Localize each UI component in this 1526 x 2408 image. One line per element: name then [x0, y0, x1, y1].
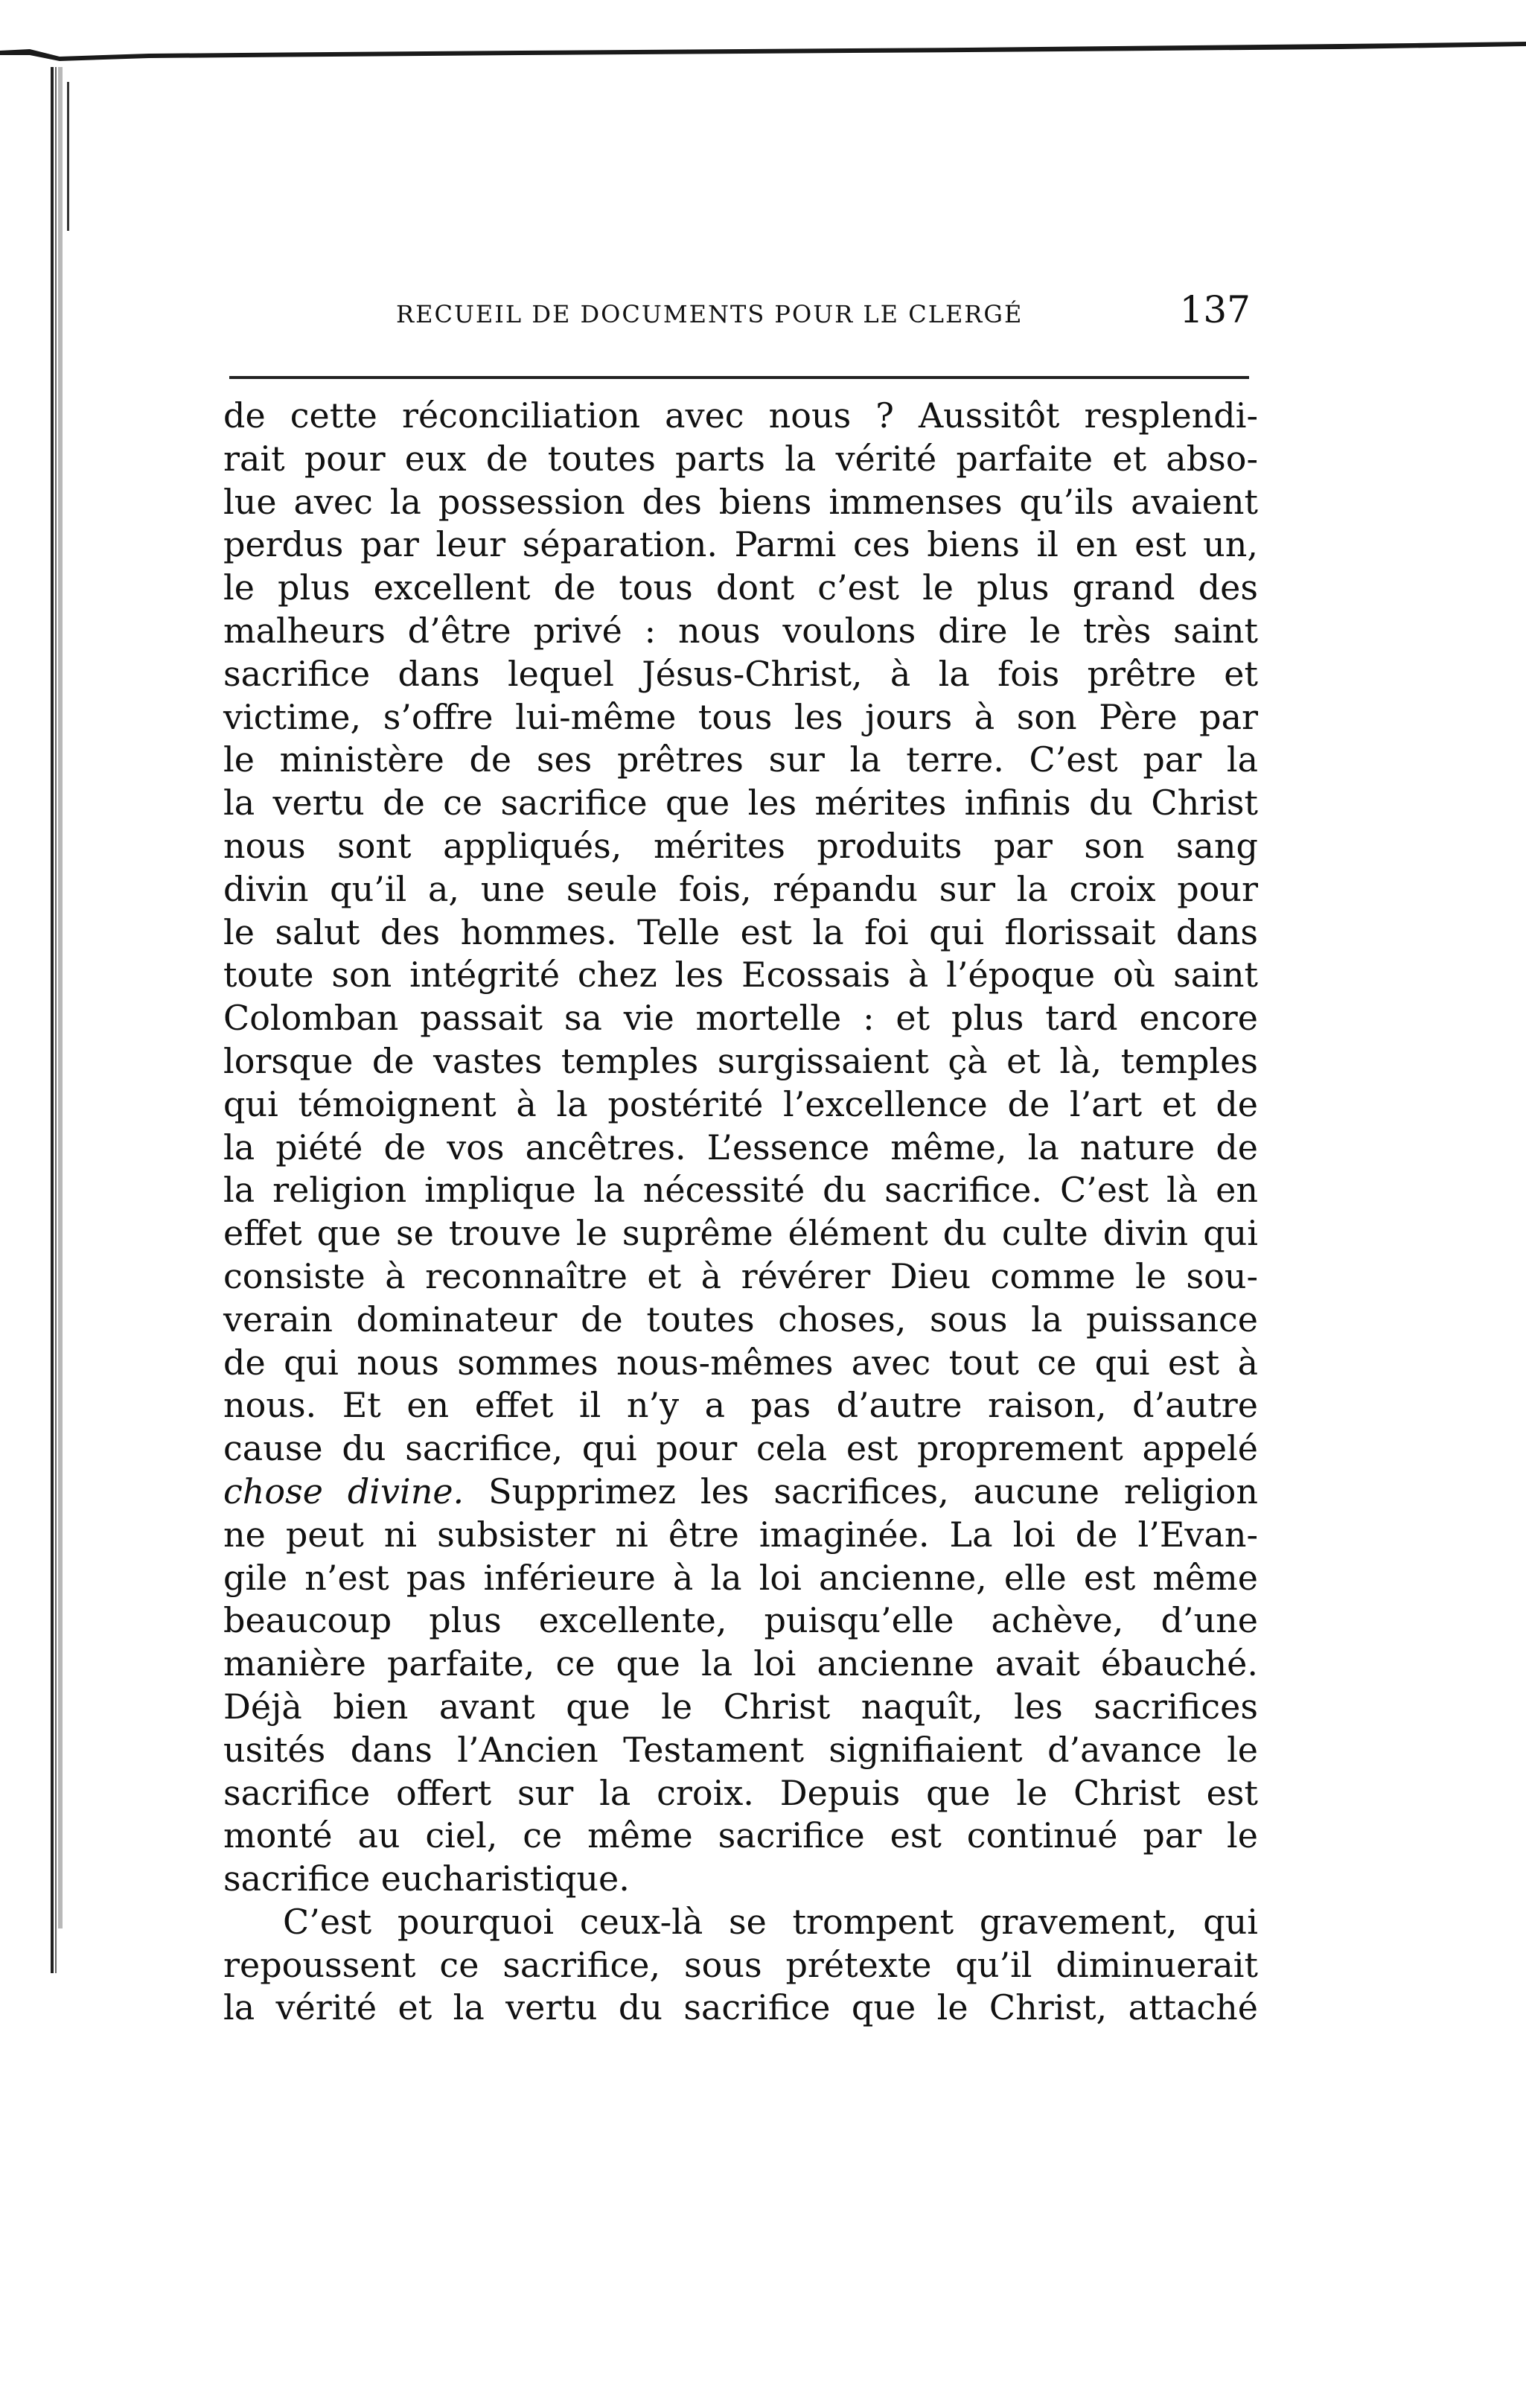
- text-line: victime, s’offre lui-même tous les jours à son Père par: [223, 696, 1258, 737]
- text-line: manière parfaite, ce que la loi ancienne avait ébauché.: [223, 1643, 1258, 1684]
- italic-phrase: chose divine.: [223, 1471, 464, 1512]
- text-line: lorsque de vastes temples surgissaient çà et là, temples: [223, 1040, 1258, 1081]
- text-line: gile n’est pas inférieure à la loi ancienne, elle est même: [223, 1557, 1258, 1598]
- text-line: repoussent ce sacrifice, sous prétexte qu’il diminuerait: [223, 1944, 1258, 1985]
- text-line: le ministère de ses prêtres sur la terre. C’est par la: [223, 739, 1258, 780]
- text-line: nous. Et en effet il n’y a pas d’autre raison, d’autre: [223, 1385, 1258, 1426]
- text-line: qui témoignent à la postérité l’excellence de l’art et de: [223, 1083, 1258, 1124]
- text-line-continuation: Supprimez les sacrifices, aucune religion: [464, 1471, 1258, 1512]
- text-line: consiste à reconnaître et à révérer Dieu comme le sou-: [223, 1255, 1258, 1296]
- text-line: toute son intégrité chez les Ecossais à l’époque où saint: [223, 955, 1258, 996]
- text-line: lue avec la possession des biens immenses qu’ils avaient: [223, 481, 1258, 522]
- text-line: cause du sacrifice, qui pour cela est proprement appelé: [223, 1428, 1258, 1469]
- text-line: la piété de vos ancêtres. L’essence même, la nature de: [223, 1127, 1258, 1168]
- text-line: Déjà bien avant que le Christ naquît, les sacrifices: [223, 1686, 1258, 1727]
- text-line: perdus par leur séparation. Parmi ces biens il en est un,: [223, 524, 1258, 565]
- running-head: [223, 287, 1251, 339]
- page-number: 137: [1179, 288, 1251, 331]
- paragraph-start-line: C’est pourquoi ceux-là se trompent gravement, qui: [283, 1901, 1258, 1942]
- text-line: ne peut ni subsister ni être imaginée. La loi de l’Evan-: [223, 1514, 1258, 1555]
- text-line: malheurs d’être privé : nous voulons dire le très saint: [223, 610, 1258, 651]
- scan-top-edge: [0, 42, 1526, 71]
- header-rule: [229, 376, 1249, 379]
- text-line: rait pour eux de toutes parts la vérité parfaite et abso-: [223, 438, 1258, 479]
- text-line: verain dominateur de toutes choses, sous la puissance: [223, 1299, 1258, 1340]
- text-line: usités dans l’Ancien Testament signifiaient d’avance le: [223, 1729, 1258, 1770]
- text-line: nous sont appliqués, mérites produits par son sang: [223, 825, 1258, 866]
- text-line: la religion implique la nécessité du sacrifice. C’est là en: [223, 1170, 1258, 1211]
- body-text: [223, 395, 1258, 2030]
- text-line: monté au ciel, ce même sacrifice est continué par le: [223, 1815, 1258, 1856]
- text-line: Colomban passait sa vie mortelle : et plus tard encore: [223, 998, 1258, 1039]
- text-line: divin qu’il a, une seule fois, répandu sur la croix pour: [223, 868, 1258, 909]
- text-line: effet que se trouve le suprême élément du culte divin qui: [223, 1213, 1258, 1254]
- scan-binding-edge: [45, 67, 83, 1973]
- text-line: la vérité et la vertu du sacrifice que le Christ, attaché: [223, 1987, 1258, 2028]
- text-line: beaucoup plus excellente, puisqu’elle achève, d’une: [223, 1600, 1258, 1641]
- text-line: de qui nous sommes nous-mêmes avec tout ce qui est à: [223, 1342, 1258, 1383]
- running-title: RECUEIL DE DOCUMENTS POUR LE CLERGÉ: [396, 300, 1024, 328]
- text-line: le plus excellent de tous dont c’est le plus grand des: [223, 567, 1258, 608]
- paragraph-end-line: sacrifice eucharistique.: [223, 1858, 630, 1899]
- text-line: sacrifice offert sur la croix. Depuis que le Christ est: [223, 1772, 1258, 1813]
- text-line-with-italic: [223, 1471, 1258, 1514]
- text-line: la vertu de ce sacrifice que les mérites infinis du Christ: [223, 783, 1258, 824]
- text-line: sacrifice dans lequel Jésus-Christ, à la fois prêtre et: [223, 653, 1258, 694]
- text-line: le salut des hommes. Telle est la foi qui florissait dans: [223, 911, 1258, 952]
- text-line: de cette réconciliation avec nous ? Aussitôt resplendi-: [223, 395, 1258, 436]
